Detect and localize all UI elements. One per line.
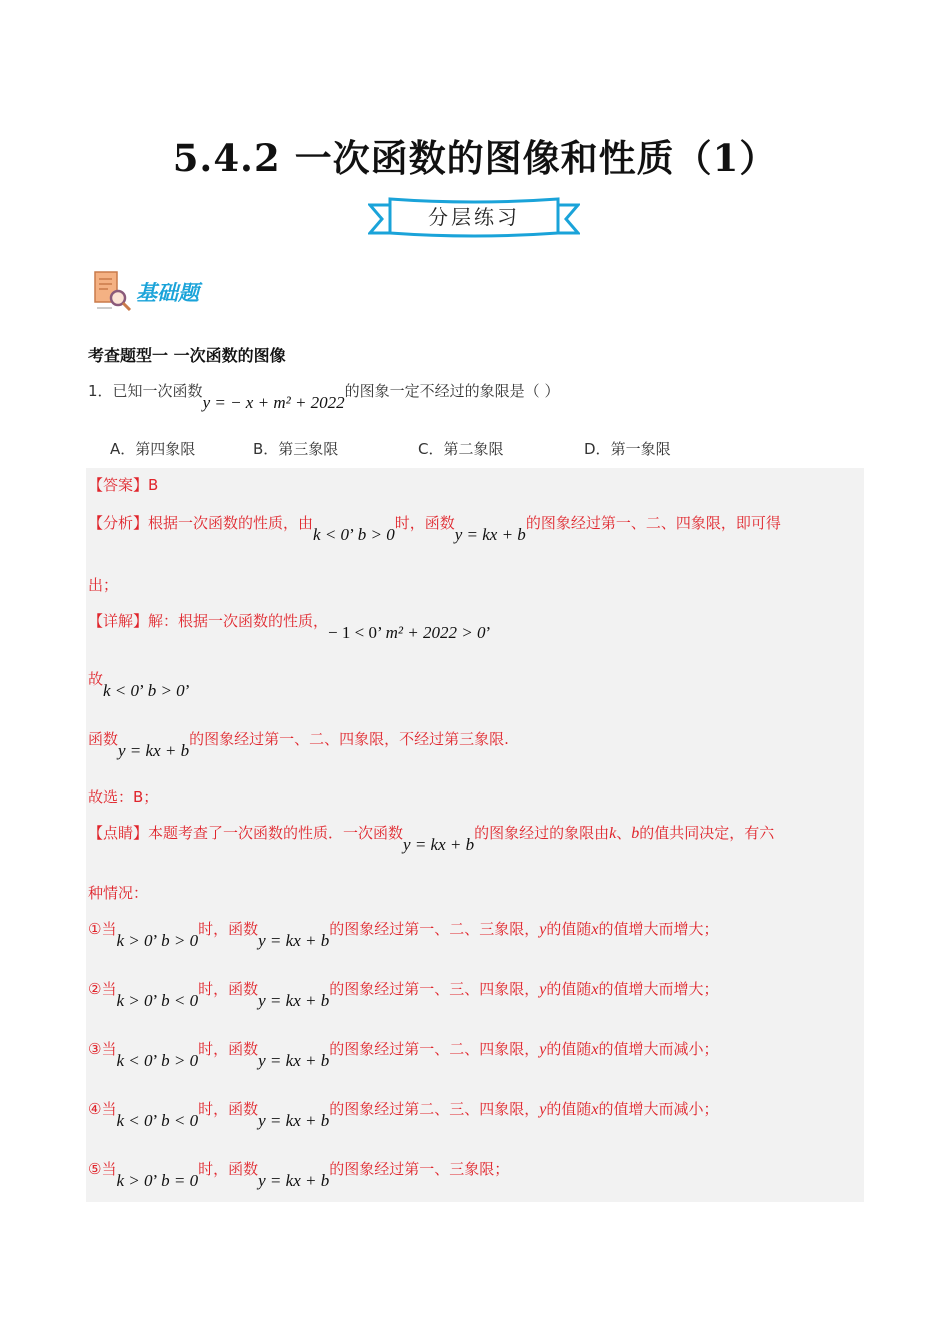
layer-practice-ribbon <box>368 193 580 243</box>
solution-box <box>86 468 864 1202</box>
comment-line-2: 种情况： <box>88 884 149 902</box>
answer-line: 【答案】B <box>88 476 159 494</box>
case-4: ④当k < 0’ b < 0时，函数y = kx + b的图象经过第二、三、四象限，y的值随x的值增大而减小； <box>88 1100 719 1130</box>
page-title: 5.4.2 一次函数的图像和性质（1） <box>172 136 778 180</box>
option-d[interactable]: D．第一象限 <box>584 440 671 458</box>
question-number: 1． <box>88 382 113 400</box>
option-a[interactable]: A．第四象限 <box>110 440 196 458</box>
question-text-before: 已知一次函数 <box>112 382 203 400</box>
option-c[interactable]: C．第二象限 <box>418 440 504 458</box>
question-text-after: 的图象一定不经过的象限是（ ） <box>344 382 560 400</box>
question-formula: y = − x + m² + 2022 <box>202 393 345 412</box>
analysis-line-2: 出； <box>88 576 119 594</box>
case-3: ③当k < 0’ b > 0时，函数y = kx + b的图象经过第一、二、四象限，y的值随x的值增大而减小； <box>88 1040 719 1070</box>
question-1 <box>88 380 560 412</box>
detail-line-3: 函数y = kx + b的图象经过第一、二、四象限，不经过第三象限. <box>88 730 509 760</box>
case-2: ②当k > 0’ b < 0时，函数y = kx + b的图象经过第一、三、四象限，y的值随x的值增大而增大； <box>88 980 719 1010</box>
detail-line-2: 故k < 0’ b > 0’ <box>88 670 191 700</box>
section-badge-label: 基础题 <box>136 280 199 305</box>
ribbon-label: 分层练习 <box>428 205 520 229</box>
comment-line: 【点睛】本题考查了一次函数的性质．一次函数y = kx + b的图象经过的象限由k、b的值共同决定，有六 <box>88 824 775 854</box>
analysis-line: 【分析】根据一次函数的性质，由k < 0’ b > 0时，函数y = kx + b的图象经过第一、二、四象限，即可得 <box>88 514 781 544</box>
document-magnifier-icon <box>92 270 134 314</box>
case-1: ①当k > 0’ b > 0时，函数y = kx + b的图象经过第一、二、三象限，y的值随x的值增大而增大； <box>88 920 719 950</box>
section-title: 考查题型一 一次函数的图像 <box>88 346 286 365</box>
section-badge <box>92 270 199 314</box>
case-5: ⑤当k > 0’ b = 0时，函数y = kx + b的图象经过第一、三象限； <box>88 1160 510 1190</box>
detail-line-4: 故选：B； <box>88 788 159 806</box>
detail-line: 【详解】解：根据一次函数的性质，− 1 < 0’ m² + 2022 > 0’ <box>88 612 492 642</box>
option-b[interactable]: B．第三象限 <box>253 440 339 458</box>
